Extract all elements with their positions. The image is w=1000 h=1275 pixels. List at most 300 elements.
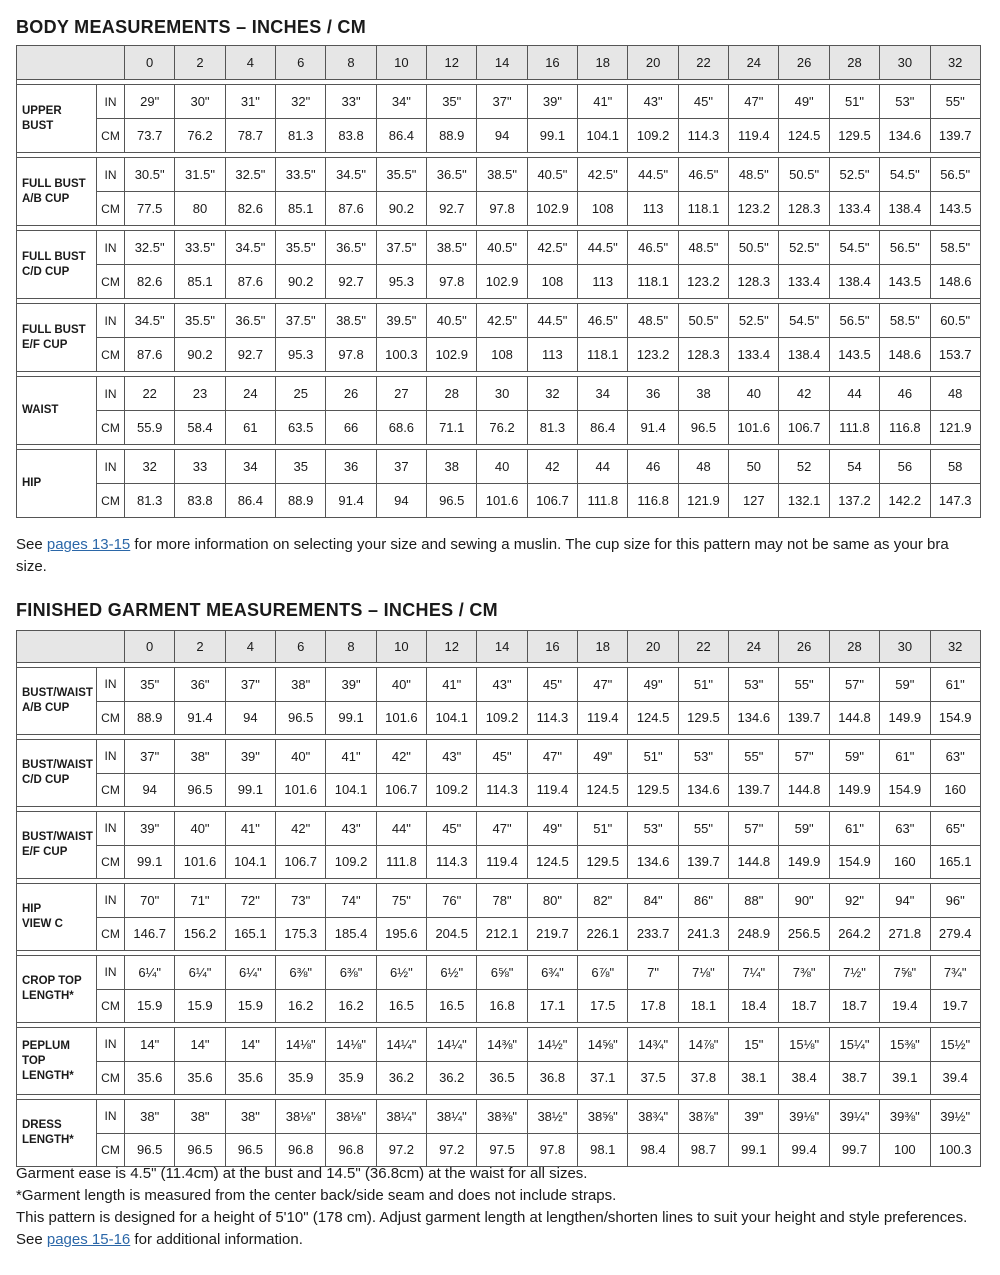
measurement-cell: 65": [930, 812, 980, 846]
measurement-cell: 56.5": [829, 304, 879, 338]
measurement-cell: 85.1: [175, 265, 225, 299]
measurement-cell: 118.1: [628, 265, 678, 299]
measurement-cell: 35.6: [175, 1061, 225, 1095]
measurement-cell: 109.2: [477, 701, 527, 735]
measurement-cell: 61": [829, 812, 879, 846]
size-header: 10: [376, 631, 426, 663]
measurement-cell: 101.6: [175, 845, 225, 879]
measurement-cell: 98.1: [578, 1133, 628, 1167]
measurement-cell: 114.3: [527, 701, 577, 735]
measurement-row: [17, 119, 981, 153]
measurement-cell: 32.5": [225, 158, 275, 192]
size-header: 30: [880, 46, 930, 80]
measurement-cell: 17.5: [578, 989, 628, 1023]
measurement-cell: 87.6: [326, 192, 376, 226]
measurement-cell: 138.4: [880, 192, 930, 226]
measurement-cell: 6⅞": [578, 956, 628, 990]
measurement-cell: 86": [678, 884, 728, 918]
measurement-row: [17, 231, 981, 265]
measurement-cell: 49": [578, 740, 628, 774]
measurement-row: [17, 85, 981, 119]
measurement-cell: 6⅝": [477, 956, 527, 990]
measurement-cell: 76.2: [477, 411, 527, 445]
measurement-cell: 54: [829, 450, 879, 484]
measurement-cell: 38": [175, 740, 225, 774]
unit-label-in: IN: [97, 158, 125, 192]
unit-label-cm: CM: [97, 338, 125, 372]
measurement-cell: 24: [225, 377, 275, 411]
measurement-cell: 39⅜": [880, 1100, 930, 1134]
measurement-cell: 38.5": [477, 158, 527, 192]
measurement-cell: 99.1: [527, 119, 577, 153]
measurement-cell: 55": [729, 740, 779, 774]
measurement-cell: 97.5: [477, 1133, 527, 1167]
unit-label-cm: CM: [97, 845, 125, 879]
measurement-cell: 81.3: [527, 411, 577, 445]
measurement-cell: 39": [729, 1100, 779, 1134]
measurement-cell: 38.5": [326, 304, 376, 338]
measurement-cell: 99.1: [326, 701, 376, 735]
measurement-cell: 37": [125, 740, 175, 774]
unit-label-cm: CM: [97, 917, 125, 951]
measurement-cell: 34": [376, 85, 426, 119]
measurement-cell: 51": [578, 812, 628, 846]
measurement-cell: 44: [578, 450, 628, 484]
measurement-cell: 38⅝": [578, 1100, 628, 1134]
measurement-cell: 18.7: [779, 989, 829, 1023]
measurement-cell: 38.5": [427, 231, 477, 265]
size-header: 22: [678, 46, 728, 80]
measurement-cell: 129.5: [678, 701, 728, 735]
measurement-cell: 94: [477, 119, 527, 153]
measurement-cell: 14⅛": [276, 1028, 326, 1062]
measurement-cell: 99.1: [225, 773, 275, 807]
measurement-cell: 26: [326, 377, 376, 411]
measurement-cell: 90.2: [276, 265, 326, 299]
unit-label-cm: CM: [97, 773, 125, 807]
measurement-cell: 97.2: [376, 1133, 426, 1167]
measurement-cell: 38": [276, 668, 326, 702]
unit-label-cm: CM: [97, 701, 125, 735]
measurement-cell: 59": [829, 740, 879, 774]
measurement-cell: 40.5": [477, 231, 527, 265]
measurement-cell: 7": [628, 956, 678, 990]
measurement-cell: 36": [175, 668, 225, 702]
measurement-cell: 7½": [829, 956, 879, 990]
measurement-row: [17, 1028, 981, 1062]
measurement-row: [17, 989, 981, 1023]
measurement-cell: 154.9: [829, 845, 879, 879]
measurement-cell: 61": [880, 740, 930, 774]
measurement-cell: 154.9: [930, 701, 980, 735]
measurement-cell: 241.3: [678, 917, 728, 951]
measurement-cell: 92.7: [225, 338, 275, 372]
measurement-cell: 48.5": [729, 158, 779, 192]
measurement-cell: 6⅜": [276, 956, 326, 990]
measurement-cell: 212.1: [477, 917, 527, 951]
measurement-cell: 38.1: [729, 1061, 779, 1095]
measurement-cell: 154.9: [880, 773, 930, 807]
measurement-cell: 106.7: [376, 773, 426, 807]
measurement-label: FULL BUST E/F CUP: [17, 304, 97, 372]
measurement-cell: 56.5": [930, 158, 980, 192]
measurement-cell: 47": [729, 85, 779, 119]
measurement-cell: 29": [125, 85, 175, 119]
measurement-cell: 82": [578, 884, 628, 918]
measurement-cell: 195.6: [376, 917, 426, 951]
measurement-cell: 33.5": [175, 231, 225, 265]
measurement-cell: 50: [729, 450, 779, 484]
measurement-cell: 133.4: [729, 338, 779, 372]
measurement-cell: 17.8: [628, 989, 678, 1023]
measurement-label: UPPER BUST: [17, 85, 97, 153]
measurement-cell: 94": [880, 884, 930, 918]
measurement-cell: 149.9: [880, 701, 930, 735]
measurement-cell: 124.5: [527, 845, 577, 879]
measurement-cell: 38": [225, 1100, 275, 1134]
measurement-cell: 185.4: [326, 917, 376, 951]
measurement-cell: 39": [125, 812, 175, 846]
measurement-cell: 38⅛": [276, 1100, 326, 1134]
measurement-cell: 6½": [376, 956, 426, 990]
size-header: 26: [779, 631, 829, 663]
measurement-cell: 101.6: [477, 484, 527, 518]
measurement-cell: 73.7: [125, 119, 175, 153]
measurement-row: [17, 1133, 981, 1167]
size-header: 26: [779, 46, 829, 80]
measurement-cell: 114.3: [427, 845, 477, 879]
measurement-cell: 94: [125, 773, 175, 807]
measurement-cell: 16.5: [376, 989, 426, 1023]
measurement-cell: 78.7: [225, 119, 275, 153]
measurement-cell: 31.5": [175, 158, 225, 192]
measurement-cell: 82.6: [225, 192, 275, 226]
measurement-cell: 37.5": [376, 231, 426, 265]
measurement-cell: 99.4: [779, 1133, 829, 1167]
measurement-cell: 40: [729, 377, 779, 411]
size-header: 10: [376, 46, 426, 80]
measurement-cell: 97.8: [326, 338, 376, 372]
measurement-cell: 35.5": [276, 231, 326, 265]
measurement-row: [17, 701, 981, 735]
measurement-cell: 165.1: [930, 845, 980, 879]
measurement-cell: 56.5": [880, 231, 930, 265]
measurement-label: PEPLUM TOP LENGTH*: [17, 1028, 97, 1095]
measurement-cell: 88": [729, 884, 779, 918]
measurement-cell: 59": [779, 812, 829, 846]
unit-label-in: IN: [97, 884, 125, 918]
measurement-cell: 139.7: [678, 845, 728, 879]
measurement-cell: 7¾": [930, 956, 980, 990]
measurement-cell: 72": [225, 884, 275, 918]
size-header: 16: [527, 631, 577, 663]
measurement-cell: 129.5: [628, 773, 678, 807]
measurement-cell: 48.5": [678, 231, 728, 265]
unit-label-in: IN: [97, 1028, 125, 1062]
measurement-cell: 39⅛": [779, 1100, 829, 1134]
size-header: 12: [427, 46, 477, 80]
measurement-cell: 77.5: [125, 192, 175, 226]
measurement-row: [17, 668, 981, 702]
measurement-cell: 7⅝": [880, 956, 930, 990]
measurement-cell: 92.7: [326, 265, 376, 299]
measurement-cell: 57": [779, 740, 829, 774]
measurement-cell: 101.6: [729, 411, 779, 445]
measurement-cell: 34.5": [125, 304, 175, 338]
measurement-cell: 35.6: [225, 1061, 275, 1095]
measurement-row: [17, 956, 981, 990]
size-header: 32: [930, 46, 980, 80]
measurement-label: WAIST: [17, 377, 97, 445]
measurement-cell: 104.1: [578, 119, 628, 153]
body-measurements-note: [16, 534, 980, 578]
measurement-cell: 81.3: [125, 484, 175, 518]
measurement-cell: 124.5: [628, 701, 678, 735]
measurement-cell: 15": [729, 1028, 779, 1062]
measurement-cell: 47": [527, 740, 577, 774]
measurement-cell: 111.8: [376, 845, 426, 879]
garment-notes: [16, 1163, 980, 1251]
measurement-cell: 30.5": [125, 158, 175, 192]
measurement-cell: 109.2: [326, 845, 376, 879]
measurement-cell: 55": [930, 85, 980, 119]
measurement-cell: 6½": [427, 956, 477, 990]
measurement-cell: 48: [930, 377, 980, 411]
measurement-cell: 88.9: [427, 119, 477, 153]
measurement-cell: 86.4: [225, 484, 275, 518]
measurement-cell: 96.5: [175, 1133, 225, 1167]
measurement-cell: 42": [276, 812, 326, 846]
header-corner: [17, 631, 125, 663]
measurement-cell: 39": [527, 85, 577, 119]
size-header: 12: [427, 631, 477, 663]
measurement-cell: 14⅜": [477, 1028, 527, 1062]
measurement-cell: 61": [930, 668, 980, 702]
measurement-cell: 40.5": [527, 158, 577, 192]
measurement-cell: 95.3: [376, 265, 426, 299]
measurement-cell: 36.8: [527, 1061, 577, 1095]
unit-label-in: IN: [97, 740, 125, 774]
size-header: 30: [880, 631, 930, 663]
measurement-cell: 36.5: [477, 1061, 527, 1095]
measurement-cell: 40": [175, 812, 225, 846]
measurement-cell: 96.5: [225, 1133, 275, 1167]
unit-label-cm: CM: [97, 1133, 125, 1167]
unit-label-cm: CM: [97, 265, 125, 299]
measurement-cell: 36.2: [427, 1061, 477, 1095]
measurement-cell: 98.4: [628, 1133, 678, 1167]
measurement-cell: 134.6: [880, 119, 930, 153]
measurement-cell: 35.5": [175, 304, 225, 338]
measurement-cell: 109.2: [628, 119, 678, 153]
measurement-cell: 96.5: [427, 484, 477, 518]
measurement-cell: 46.5": [628, 231, 678, 265]
measurement-row: [17, 1061, 981, 1095]
measurement-cell: 33.5": [276, 158, 326, 192]
size-header: 2: [175, 631, 225, 663]
measurement-cell: 6¾": [527, 956, 577, 990]
measurement-cell: 58.5": [880, 304, 930, 338]
measurement-cell: 116.8: [628, 484, 678, 518]
measurement-cell: 37.5": [276, 304, 326, 338]
measurement-cell: 42: [527, 450, 577, 484]
measurement-row: [17, 411, 981, 445]
measurement-cell: 42.5": [527, 231, 577, 265]
size-header: 20: [628, 631, 678, 663]
measurement-cell: 35": [125, 668, 175, 702]
measurement-cell: 264.2: [829, 917, 879, 951]
size-header: 16: [527, 46, 577, 80]
measurement-row: [17, 450, 981, 484]
measurement-cell: 33": [326, 85, 376, 119]
measurement-cell: 109.2: [427, 773, 477, 807]
measurement-cell: 16.5: [427, 989, 477, 1023]
measurement-label: FULL BUST C/D CUP: [17, 231, 97, 299]
measurement-label: HIP: [17, 450, 97, 518]
measurement-cell: 94: [225, 701, 275, 735]
measurement-cell: 45": [427, 812, 477, 846]
measurement-cell: 58.4: [175, 411, 225, 445]
measurement-cell: 48.5": [628, 304, 678, 338]
measurement-row: [17, 773, 981, 807]
measurement-cell: 19.4: [880, 989, 930, 1023]
measurement-cell: 40.5": [427, 304, 477, 338]
measurement-cell: 102.9: [527, 192, 577, 226]
measurement-cell: 34.5": [326, 158, 376, 192]
measurement-cell: 128.3: [678, 338, 728, 372]
measurement-cell: 149.9: [829, 773, 879, 807]
measurement-cell: 18.7: [829, 989, 879, 1023]
measurement-cell: 87.6: [225, 265, 275, 299]
measurement-cell: 30: [477, 377, 527, 411]
unit-label-in: IN: [97, 377, 125, 411]
measurement-cell: 14": [225, 1028, 275, 1062]
measurement-cell: 38.7: [829, 1061, 879, 1095]
measurement-cell: 75": [376, 884, 426, 918]
measurement-cell: 49": [779, 85, 829, 119]
measurement-cell: 7⅜": [779, 956, 829, 990]
measurement-cell: 90.2: [175, 338, 225, 372]
measurement-cell: 119.4: [578, 701, 628, 735]
size-header: 0: [125, 46, 175, 80]
measurement-label: CROP TOP LENGTH*: [17, 956, 97, 1023]
measurement-cell: 204.5: [427, 917, 477, 951]
measurement-cell: 52.5": [829, 158, 879, 192]
pages-15-16-link[interactable]: pages 15-16: [46, 1231, 131, 1248]
measurement-cell: 144.8: [829, 701, 879, 735]
measurement-label: BUST/WAIST A/B CUP: [17, 668, 97, 735]
measurement-cell: 35: [276, 450, 326, 484]
measurement-cell: 97.2: [427, 1133, 477, 1167]
measurement-cell: 71.1: [427, 411, 477, 445]
measurement-cell: 52: [779, 450, 829, 484]
measurement-cell: 70": [125, 884, 175, 918]
measurement-cell: 111.8: [578, 484, 628, 518]
unit-label-in: IN: [97, 956, 125, 990]
measurement-cell: 38¾": [628, 1100, 678, 1134]
measurement-cell: 101.6: [376, 701, 426, 735]
measurement-cell: 14": [175, 1028, 225, 1062]
measurement-cell: 99.1: [125, 845, 175, 879]
note-text: This pattern is designed for a height of 5'10" (178 cm). Adjust garment length at lengthen/shorten lines to suit your height and style preferences. See: [16, 1209, 968, 1248]
measurement-cell: 44.5": [578, 231, 628, 265]
measurement-cell: 14¼": [427, 1028, 477, 1062]
measurement-cell: 90.2: [376, 192, 426, 226]
measurement-cell: 123.2: [729, 192, 779, 226]
unit-label-cm: CM: [97, 119, 125, 153]
measurement-row: [17, 192, 981, 226]
measurement-label: FULL BUST A/B CUP: [17, 158, 97, 226]
measurement-cell: 53": [880, 85, 930, 119]
measurement-cell: 121.9: [678, 484, 728, 518]
measurement-cell: 51": [678, 668, 728, 702]
body-measurements-table: [16, 45, 981, 518]
size-header: 18: [578, 631, 628, 663]
measurement-cell: 100.3: [930, 1133, 980, 1167]
measurement-cell: 15½": [930, 1028, 980, 1062]
measurement-label: BUST/WAIST C/D CUP: [17, 740, 97, 807]
measurement-cell: 19.7: [930, 989, 980, 1023]
measurement-cell: 39.1: [880, 1061, 930, 1095]
size-header: 8: [326, 46, 376, 80]
measurement-cell: 92.7: [427, 192, 477, 226]
measurement-cell: 42.5": [578, 158, 628, 192]
pages-13-15-link[interactable]: pages 13-15: [46, 536, 131, 553]
measurement-cell: 58.5": [930, 231, 980, 265]
measurement-cell: 108: [477, 338, 527, 372]
measurement-cell: 15¼": [829, 1028, 879, 1062]
measurement-cell: 279.4: [930, 917, 980, 951]
measurement-cell: 16.2: [276, 989, 326, 1023]
measurement-cell: 73": [276, 884, 326, 918]
measurement-row: [17, 812, 981, 846]
garment-measurements-title: FINISHED GARMENT MEASUREMENTS – INCHES / CM: [16, 600, 498, 620]
measurement-cell: 50.5": [779, 158, 829, 192]
measurement-cell: 85.1: [276, 192, 326, 226]
unit-label-in: IN: [97, 85, 125, 119]
size-header: 8: [326, 631, 376, 663]
measurement-cell: 87.6: [125, 338, 175, 372]
size-header: 28: [829, 631, 879, 663]
measurement-cell: 119.4: [477, 845, 527, 879]
measurement-cell: 143.5: [930, 192, 980, 226]
measurement-cell: 144.8: [779, 773, 829, 807]
measurement-cell: 41": [578, 85, 628, 119]
measurement-cell: 98.7: [678, 1133, 728, 1167]
size-header: 14: [477, 631, 527, 663]
measurement-cell: 113: [578, 265, 628, 299]
measurement-cell: 6¼": [225, 956, 275, 990]
measurement-cell: 91.4: [628, 411, 678, 445]
measurement-cell: 97.8: [427, 265, 477, 299]
size-header: 2: [175, 46, 225, 80]
size-header: 22: [678, 631, 728, 663]
measurement-cell: 38: [427, 450, 477, 484]
measurement-cell: 15⅛": [779, 1028, 829, 1062]
height-note: [16, 1207, 980, 1251]
measurement-label: DRESS LENGTH*: [17, 1100, 97, 1167]
measurement-cell: 53": [729, 668, 779, 702]
measurement-cell: 106.7: [527, 484, 577, 518]
measurement-cell: 100.3: [376, 338, 426, 372]
measurement-cell: 219.7: [527, 917, 577, 951]
measurement-cell: 88.9: [276, 484, 326, 518]
measurement-cell: 271.8: [880, 917, 930, 951]
measurement-cell: 114.3: [477, 773, 527, 807]
measurement-cell: 43": [326, 812, 376, 846]
size-header: 6: [276, 631, 326, 663]
measurement-cell: 108: [527, 265, 577, 299]
